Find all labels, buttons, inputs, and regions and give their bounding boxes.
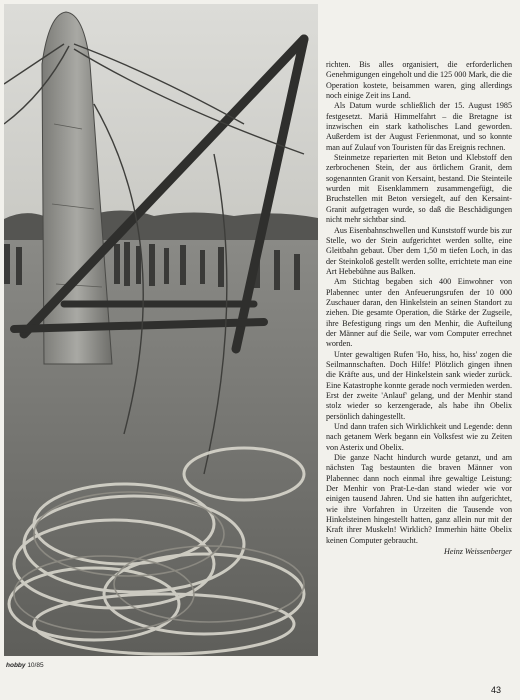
page-number: 43 bbox=[491, 685, 502, 695]
menhir-photo bbox=[4, 4, 318, 656]
article-paragraph: Unter gewaltigen Rufen 'Ho, hiss, ho, hiss' zogen die Seilmannschaften. Doch Hilfe! Plötzlich gingen ihnen die Kräfte aus, und der Hinkelstein sank wieder zurück. Eine Katastrophe konnte gerade noch vermieden werden. Erst der zweite 'Anlauf' gelang, und der Menhir stand stolz wieder so kerzengerade, als habe ihn Obelix persönlich dahingestellt. bbox=[326, 349, 512, 421]
author-signature: Heinz Weissenberger bbox=[444, 547, 512, 557]
article-paragraph: Die ganze Nacht hindurch wurde getanzt, und am nächsten Tag bestaunten die braven Männer von Plabennec dann noch einmal ihre gewaltige Leistung: Der Menhir von Prat-Le-dan stand wieder wie vor einigen tausend Jahren. Und sie hatten ihn aufgerichtet, wie ihre Vorfahren in Urzeiten die Tausende von Hinkelsteinen hingestellt hatten, ganz allein nur mit der Kraft ihrer Muskeln! Wirklich? Immerhin hätte Obelix keinen Computer gebraucht. bbox=[326, 453, 512, 545]
article-paragraph: Aus Eisenbahnschwellen und Kunststoff wurde bis zur Stelle, wo der Stein aufgerichtet werden sollte, eine Gleitbahn gebaut. Über dem 1,50 m tiefen Loch, in das der Steinkoloß gestellt werden sollte, errichtete man eine Art Hebebühne aus Balken. bbox=[326, 225, 512, 276]
article-text-column bbox=[326, 60, 512, 558]
magazine-footer bbox=[6, 662, 44, 669]
menhir-photo-illustration bbox=[4, 4, 318, 656]
magazine-issue: 10/85 bbox=[27, 662, 44, 669]
article-paragraph: Steinmetze reparierten mit Beton und Klebstoff den zerbrochenen Stein, der aus örtlichem Granit, dem sogenannten Granit von Kersaint, bestand. Die Steinteile wurden mit Eisenklammern zusammengefügt, die Bruchstellen mit Beton versiegelt, auf den Kersaint-Granit aufgetragen wurde, so daß die Beschädigungen nicht mehr sichtbar sind. bbox=[326, 153, 512, 225]
article-paragraph: richten. Bis alles organisiert, die erforderlichen Genehmigungen eingeholt und die 125 000 Mark, die die Operation kostete, beisammen waren, ging allerdings noch einige Zeit ins Land. bbox=[326, 60, 512, 101]
magazine-brand: hobby bbox=[6, 662, 26, 669]
article-paragraph: Und dann trafen sich Wirklichkeit und Legende: denn nach getanem Werk begann ein Volksfest wie zu Zeiten von Asterix und Obelix. bbox=[326, 422, 512, 452]
article-paragraph: Als Datum wurde schließlich der 15. August 1985 festgesetzt. Mariä Himmelfahrt – die Bretagne ist inzwischen ein stark katholisches Land geworden. Außerdem ist der August Ferienmonat, und so konnte man auf Zulauf von Touristen für das Ereignis rechnen. bbox=[326, 101, 512, 152]
article-paragraph: Am Stichtag begaben sich 400 Einwohner von Plabennec unter den Anfeuerungsrufen der 10 000 Zuschauer daran, den Hinkelstein an seinen Standort zu ziehen. Die gesamte Operation, die Stärke der Zugseile, ihre Befestigung rings um den Menhir, die Aufteilung der Männer auf die Seile, war vom Computer errechnet worden. bbox=[326, 277, 512, 349]
